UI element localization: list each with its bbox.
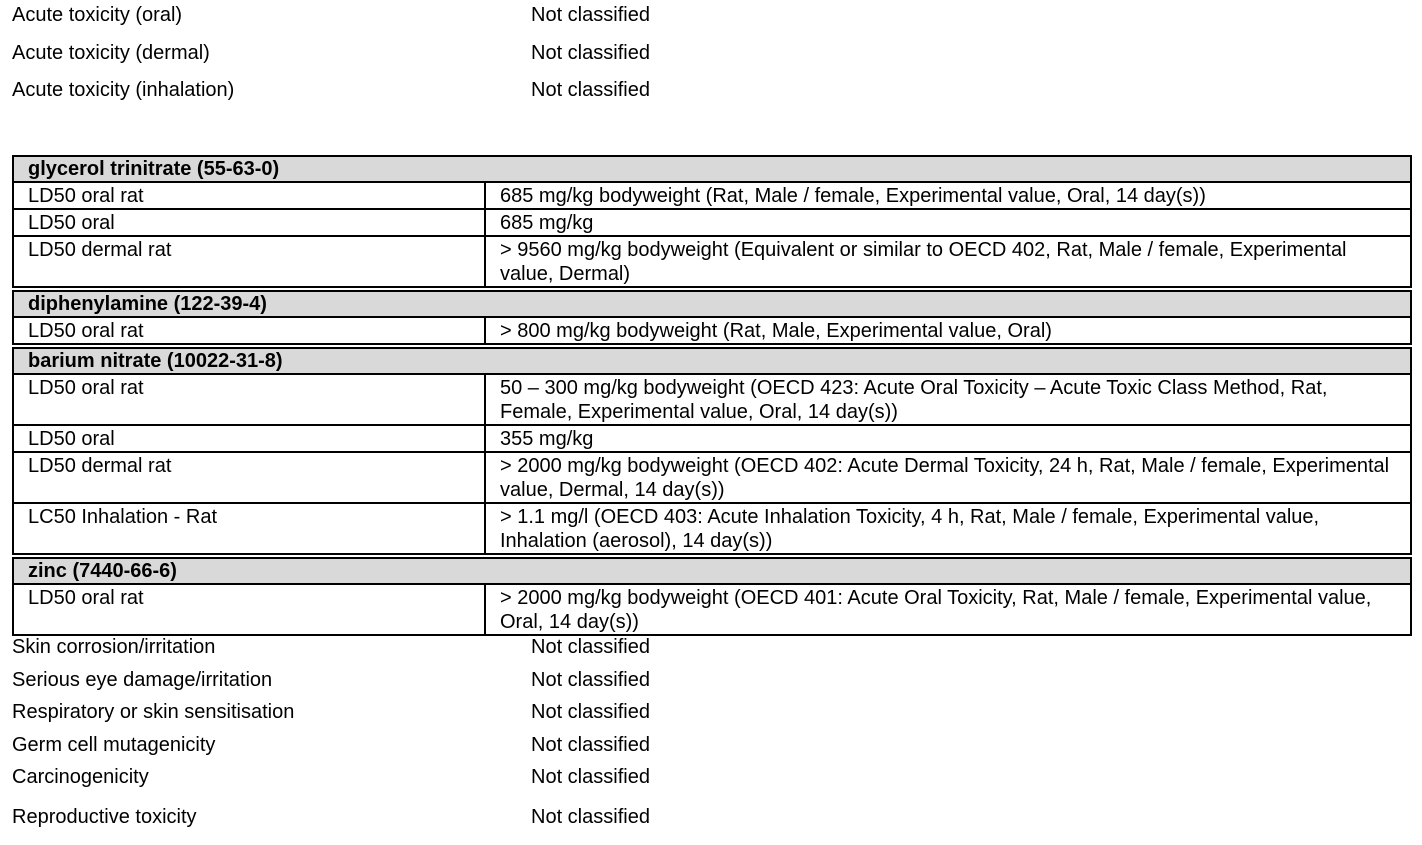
value-cell: 355 mg/kg <box>485 425 1411 452</box>
value-cell: 50 – 300 mg/kg bodyweight (OECD 423: Acute Oral Toxicity – Acute Toxic Class Method, Rat, Female, Experimental value, Oral, 14 day(s)) <box>485 374 1411 425</box>
hazard-label: Reproductive toxicity <box>12 806 197 828</box>
table-row <box>13 317 1411 344</box>
substance-name: glycerol trinitrate (55-63-0) <box>13 156 1411 182</box>
table-row <box>13 374 1411 425</box>
substance-name: zinc (7440-66-6) <box>13 558 1411 584</box>
endpoint-cell: LD50 dermal rat <box>13 452 485 503</box>
hazard-label: Skin corrosion/irritation <box>12 636 216 658</box>
table-row <box>13 182 1411 209</box>
hazard-classification: Not classified <box>531 79 650 101</box>
endpoint-cell: LD50 oral <box>13 425 485 452</box>
table-row <box>13 209 1411 236</box>
acute-toxicity-dermal-row <box>12 40 1412 66</box>
substance-header-row <box>13 291 1411 317</box>
hazard-label: Acute toxicity (inhalation) <box>12 79 235 101</box>
value-cell: > 9560 mg/kg bodyweight (Equivalent or similar to OECD 402, Rat, Male / female, Experimental value, Dermal) <box>485 236 1411 287</box>
table-row <box>13 503 1411 554</box>
reproductive-toxicity-row <box>12 804 1412 830</box>
endpoint-cell: LD50 oral rat <box>13 317 485 344</box>
endpoint-cell: LD50 oral <box>13 209 485 236</box>
substance-name: diphenylamine (122-39-4) <box>13 291 1411 317</box>
hazard-label: Carcinogenicity <box>12 766 149 788</box>
hazard-label: Germ cell mutagenicity <box>12 734 216 756</box>
value-cell: 685 mg/kg <box>485 209 1411 236</box>
value-cell: > 2000 mg/kg bodyweight (OECD 401: Acute Oral Toxicity, Rat, Male / female, Experimental value, Oral, 14 day(s)) <box>485 584 1411 635</box>
hazard-label: Serious eye damage/irritation <box>12 669 273 691</box>
acute-toxicity-oral-row <box>12 2 1412 28</box>
substance-header-row <box>13 156 1411 182</box>
endpoint-cell: LD50 oral rat <box>13 584 485 635</box>
substance-header-row <box>13 558 1411 584</box>
endpoint-cell: LC50 Inhalation - Rat <box>13 503 485 554</box>
table-row <box>13 425 1411 452</box>
hazard-classification: Not classified <box>531 766 650 788</box>
hazard-label: Respiratory or skin sensitisation <box>12 701 295 723</box>
hazard-label: Acute toxicity (oral) <box>12 4 183 26</box>
hazard-label: Acute toxicity (dermal) <box>12 42 210 64</box>
substance-header-row <box>13 348 1411 374</box>
carcinogenicity-row <box>12 764 1412 790</box>
sensitisation-row <box>12 699 1412 725</box>
endpoint-cell: LD50 oral rat <box>13 182 485 209</box>
hazard-classification: Not classified <box>531 636 650 658</box>
table-row <box>13 452 1411 503</box>
endpoint-cell: LD50 dermal rat <box>13 236 485 287</box>
table-row <box>13 584 1411 635</box>
hazard-classification: Not classified <box>531 4 650 26</box>
mutagenicity-row <box>12 732 1412 758</box>
acute-toxicity-inhalation-row <box>12 77 1412 103</box>
hazard-classification: Not classified <box>531 806 650 828</box>
skin-corrosion-row <box>12 634 1412 660</box>
value-cell: > 2000 mg/kg bodyweight (OECD 402: Acute Dermal Toxicity, 24 h, Rat, Male / female, Experimental value, Dermal, 14 day(s)) <box>485 452 1411 503</box>
eye-damage-row <box>12 667 1412 693</box>
hazard-classification: Not classified <box>531 669 650 691</box>
value-cell: > 800 mg/kg bodyweight (Rat, Male, Experimental value, Oral) <box>485 317 1411 344</box>
value-cell: 685 mg/kg bodyweight (Rat, Male / female, Experimental value, Oral, 14 day(s)) <box>485 182 1411 209</box>
value-cell: > 1.1 mg/l (OECD 403: Acute Inhalation Toxicity, 4 h, Rat, Male / female, Experimental value, Inhalation (aerosol), 14 day(s)) <box>485 503 1411 554</box>
endpoint-cell: LD50 oral rat <box>13 374 485 425</box>
table-row <box>13 236 1411 287</box>
substance-toxicity-table <box>12 155 1412 636</box>
hazard-classification: Not classified <box>531 734 650 756</box>
hazard-classification: Not classified <box>531 701 650 723</box>
hazard-classification: Not classified <box>531 42 650 64</box>
substance-name: barium nitrate (10022-31-8) <box>13 348 1411 374</box>
